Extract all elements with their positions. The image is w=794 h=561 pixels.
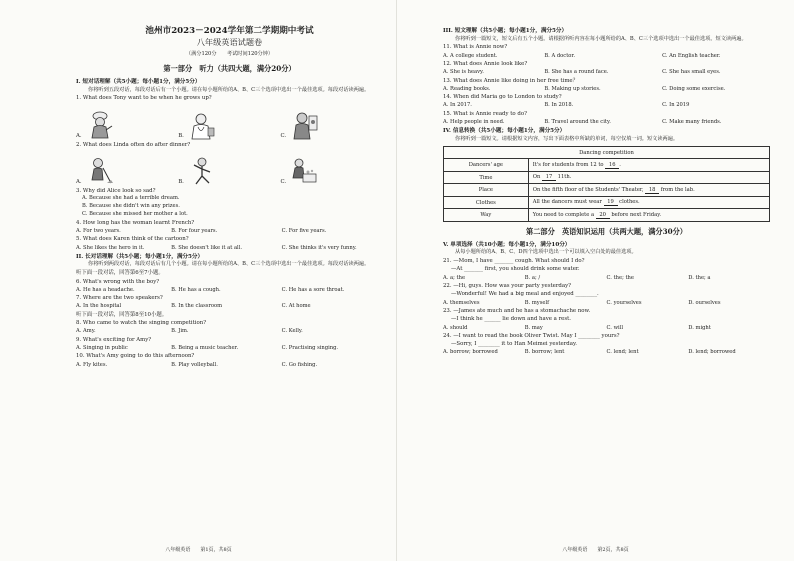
section2-heading: II. 长对话理解（共5小题；每小题1分，满分5分） xyxy=(76,253,204,260)
answer-blank-20[interactable]: 20 xyxy=(596,212,610,219)
options-4 xyxy=(76,227,383,235)
section1-heading: I. 短对话理解（共5小题；每小题1分，满分5分） xyxy=(76,79,201,85)
painter-icon xyxy=(290,110,318,140)
option[interactable]: C. She has small eyes. xyxy=(662,69,721,76)
option[interactable]: B. Play volleyball. xyxy=(171,361,218,368)
picture-options-2 xyxy=(76,150,383,186)
option[interactable]: A. Amy. xyxy=(76,328,96,335)
section2-sub1: 听下面一段对话，回答第6至7小题。 xyxy=(76,270,164,277)
picture-options-1 xyxy=(76,104,383,140)
section5-instruction: 从每小题所给的A、B、C、D四个选项中选出一个可以填入空白处的最佳选项。 xyxy=(455,249,637,256)
picture-option[interactable]: A. xyxy=(76,110,178,140)
table-row-content: All the dancers must wear 19 clothes. xyxy=(528,196,769,209)
options-12 xyxy=(443,68,770,76)
option[interactable]: D. ourselves xyxy=(688,299,721,306)
question-3: 3. Why did Alice look so sad? xyxy=(76,187,156,194)
question-24-line2: —Sorry, I ________ it to Han Meimei yesterday. xyxy=(451,341,578,348)
option[interactable]: C. will xyxy=(606,324,623,331)
answer-blank-16[interactable]: 16 xyxy=(605,162,619,169)
option[interactable]: A. He has a headache. xyxy=(76,286,135,293)
table-row-label: Place xyxy=(444,184,529,197)
exam-subtitle: 八年级英语试题卷 xyxy=(196,37,263,47)
option[interactable]: B. He has a cough. xyxy=(171,286,221,293)
part1-title: 第一部分 听力（共四大题，满分20分） xyxy=(163,64,296,73)
option[interactable]: A. A college student. xyxy=(443,52,498,59)
option[interactable]: B. Travel around the city. xyxy=(544,119,611,126)
question-13: 13. What does Annie like doing in her free time？ xyxy=(443,77,579,84)
options-5 xyxy=(76,244,383,252)
option[interactable]: B. Being a music teacher. xyxy=(171,344,239,351)
options-11 xyxy=(443,52,770,60)
section3-heading: III. 短文理解（共5小题；每小题1分，满分5分） xyxy=(443,28,568,34)
table-row-content: It's for students from 12 to 16 . xyxy=(528,159,769,172)
options-13 xyxy=(443,85,770,93)
question-9: 9. What's exciting for Amy? xyxy=(76,336,152,343)
option[interactable]: C. lend; lent xyxy=(606,349,639,356)
option[interactable]: D. the; a xyxy=(688,274,711,281)
section2-sub2: 听下面一段对话，回答第8至10小题。 xyxy=(76,311,168,318)
option[interactable]: D. lend; borrowed xyxy=(688,349,736,356)
options-9 xyxy=(76,344,383,352)
option[interactable]: B. Making up stories. xyxy=(544,85,601,92)
option[interactable]: A. In 2017. xyxy=(443,102,472,109)
option[interactable]: C. Doing some exercise. xyxy=(662,85,726,92)
option[interactable]: B. may xyxy=(524,324,543,331)
table-row-content: You need to complete a 20 before next Friday. xyxy=(528,209,769,222)
option[interactable]: A. In the hospital xyxy=(76,303,122,310)
options-22 xyxy=(443,299,770,307)
question-4: 4. How long has the woman learnt French? xyxy=(76,219,195,226)
option[interactable]: A. Singing in public xyxy=(76,344,128,351)
option[interactable]: C. He has a sore throat. xyxy=(281,286,345,293)
table-row xyxy=(444,184,770,197)
question-23-line2: —I think he ______ lie down and have a rest. xyxy=(451,316,571,323)
table-row xyxy=(444,209,770,222)
option[interactable]: C. An English teacher. xyxy=(662,52,721,59)
question-2: 2. What does Linda often do after dinner? xyxy=(76,141,191,148)
table-row-content: On the fifth floor of the Students' Theater, 18 from the lab. xyxy=(528,184,769,197)
option[interactable]: A. Help people in need. xyxy=(443,119,505,126)
question-21: 21. —Mom, I have _______ cough. What should I do? xyxy=(443,258,585,265)
picture-option[interactable]: C. xyxy=(280,110,382,140)
option[interactable]: A. borrow; borrowed xyxy=(443,349,498,356)
table-row xyxy=(444,196,770,209)
option[interactable]: C. the; the xyxy=(606,274,634,281)
option[interactable]: B. In 2018. xyxy=(544,102,574,109)
table-row-content: On 17 11th. xyxy=(528,171,769,184)
options-14 xyxy=(443,101,770,109)
question-22: 22. —Hi, guys. How was your party yesterday? xyxy=(443,283,572,290)
question-14: 14. When did Maria go to London to study? xyxy=(443,94,562,101)
options-6 xyxy=(76,286,383,294)
question-10: 10. What's Amy going to do this afternoon? xyxy=(76,353,195,360)
table-row-label: Way xyxy=(444,209,529,222)
answer-blank-19[interactable]: 19 xyxy=(604,199,618,206)
option[interactable]: C. yourselves xyxy=(606,299,642,306)
exam-title: 池州市2023－2024学年第二学期期中考试 xyxy=(145,26,314,36)
option[interactable]: A. She is heavy. xyxy=(443,69,484,76)
question-12: 12. What does Annie look like? xyxy=(443,60,528,67)
option[interactable]: C. Make many friends. xyxy=(662,119,722,126)
dancing-icon xyxy=(188,156,216,186)
question-7: 7. Where are the two speakers? xyxy=(76,295,163,302)
option[interactable]: B. a; / xyxy=(524,274,541,281)
picture-option[interactable]: A. xyxy=(76,156,178,186)
info-table xyxy=(443,146,770,222)
table-row xyxy=(444,171,770,184)
option[interactable]: C. For five years. xyxy=(281,227,327,234)
sweeping-icon xyxy=(86,156,114,186)
option[interactable]: A. She likes the hero in it. xyxy=(76,244,145,251)
picture-option[interactable]: C. xyxy=(280,156,382,186)
answer-blank-18[interactable]: 18 xyxy=(645,187,659,194)
table-row-label: Clothes xyxy=(444,196,529,209)
page-footer-right: 八年级英语 第2页，共8页 xyxy=(562,547,629,553)
question-6: 6. What's wrong with the boy? xyxy=(76,278,160,285)
options-10 xyxy=(76,361,383,369)
part2-title: 第二部分 英语知识运用（共两大题，满分30分） xyxy=(526,226,687,236)
answer-blank-17[interactable]: 17 xyxy=(542,174,556,181)
option[interactable]: C. At home xyxy=(281,303,311,310)
option[interactable]: B. Jim. xyxy=(171,328,189,335)
options-15 xyxy=(443,118,770,126)
doctor-icon xyxy=(188,110,216,140)
section4-heading: IV. 信息转换（共5小题；每小题1分，满分5分） xyxy=(443,128,566,135)
option[interactable]: A. a; the xyxy=(443,274,466,281)
option[interactable]: A. themselves xyxy=(443,299,480,306)
washing-icon xyxy=(290,156,318,186)
question-21-line2: —At _______ first, you should drink some water. xyxy=(451,266,580,273)
options-23 xyxy=(443,324,770,332)
option[interactable]: A. Fly kites. xyxy=(76,361,108,368)
question-23: 23. —James ate much and he has a stomachache now. xyxy=(443,307,591,314)
option[interactable]: B. myself xyxy=(524,299,550,306)
question-5: 5. What does Karen think of the cartoon? xyxy=(76,236,189,243)
exam-meta: （满分120分 考试时间120分钟） xyxy=(185,51,274,57)
option[interactable]: B. She has a round face. xyxy=(544,69,609,76)
page-footer-left: 八年级英语 第1页，共8页 xyxy=(165,547,232,553)
option[interactable]: C. Practising singing. xyxy=(281,344,339,351)
options-7 xyxy=(76,302,383,310)
option[interactable]: C. In 2019 xyxy=(662,102,690,109)
question-15: 15. What is Annie ready to do? xyxy=(443,110,527,117)
section1-instruction: 你将听到五段对话，每段对话后有一个小题。请在每小题所给的A、B、C三个选项中选出一个最佳选项。每段对话读两遍。 xyxy=(88,86,370,93)
chef-icon xyxy=(86,110,114,140)
option[interactable]: D. might xyxy=(688,324,711,331)
table-row-label: Time xyxy=(444,171,529,184)
option[interactable]: C. She thinks it's very funny. xyxy=(281,244,357,251)
options-21 xyxy=(443,274,770,282)
question-24: 24. —I want to read the book Oliver Twist. May I ________ yours? xyxy=(443,332,620,339)
table-row-label: Dancers' age xyxy=(444,159,529,172)
option[interactable]: A. Because she had a terrible dream. xyxy=(82,195,180,202)
question-22-line2: —Wonderful! We had a big meal and enjoyed ________. xyxy=(451,291,599,298)
option[interactable]: B. Because she didn't win any prizes. xyxy=(82,203,180,210)
question-1: 1. What does Tony want to be when he grows up? xyxy=(76,95,212,102)
option[interactable]: B. In the classroom xyxy=(171,303,223,310)
section2-instruction: 你将听到两段对话，每段对话后有几个小题。请在每小题所给的A、B、C三个选项中选出一个最佳选项。每段对话读两遍。 xyxy=(88,261,370,268)
option[interactable]: A. Reading books. xyxy=(443,85,491,92)
table-title: Dancing competition xyxy=(444,146,770,159)
picture-option[interactable]: B. xyxy=(178,156,280,186)
option[interactable]: B. A doctor. xyxy=(544,52,575,59)
table-row xyxy=(444,159,770,172)
section5-heading: V. 单项选择（共10小题；每小题1分，满分10分） xyxy=(443,241,571,248)
option[interactable]: A. should xyxy=(443,324,468,331)
picture-option[interactable]: B. xyxy=(178,110,280,140)
option[interactable]: B. For four years. xyxy=(171,227,218,234)
option[interactable]: C. Kelly. xyxy=(281,328,303,335)
option[interactable]: B. She doesn't like it at all. xyxy=(171,244,243,251)
option[interactable]: A. For two years. xyxy=(76,227,121,234)
section3-instruction: 你将听到一篇短文，短文后有五个小题。请根据所听内容在每小题所给的A、B、C三个选项中选出一个最佳选项。短文读两遍。 xyxy=(455,35,747,42)
option[interactable]: C. Because she missed her mother a lot. xyxy=(82,210,188,217)
question-8: 8. Who came to watch the singing competition? xyxy=(76,320,207,327)
option[interactable]: C. Go fishing. xyxy=(281,361,318,368)
options-24 xyxy=(443,348,770,356)
options-8 xyxy=(76,327,383,335)
page-right xyxy=(397,0,794,561)
question-11: 11. What is Annie now? xyxy=(443,44,508,51)
section4-instruction: 你将听到一篇短文。请根据短文内容，写出下面表格中所缺的单词，每空仅填一词。短文读两遍。 xyxy=(455,135,679,142)
option[interactable]: B. borrow; lent xyxy=(524,349,565,356)
